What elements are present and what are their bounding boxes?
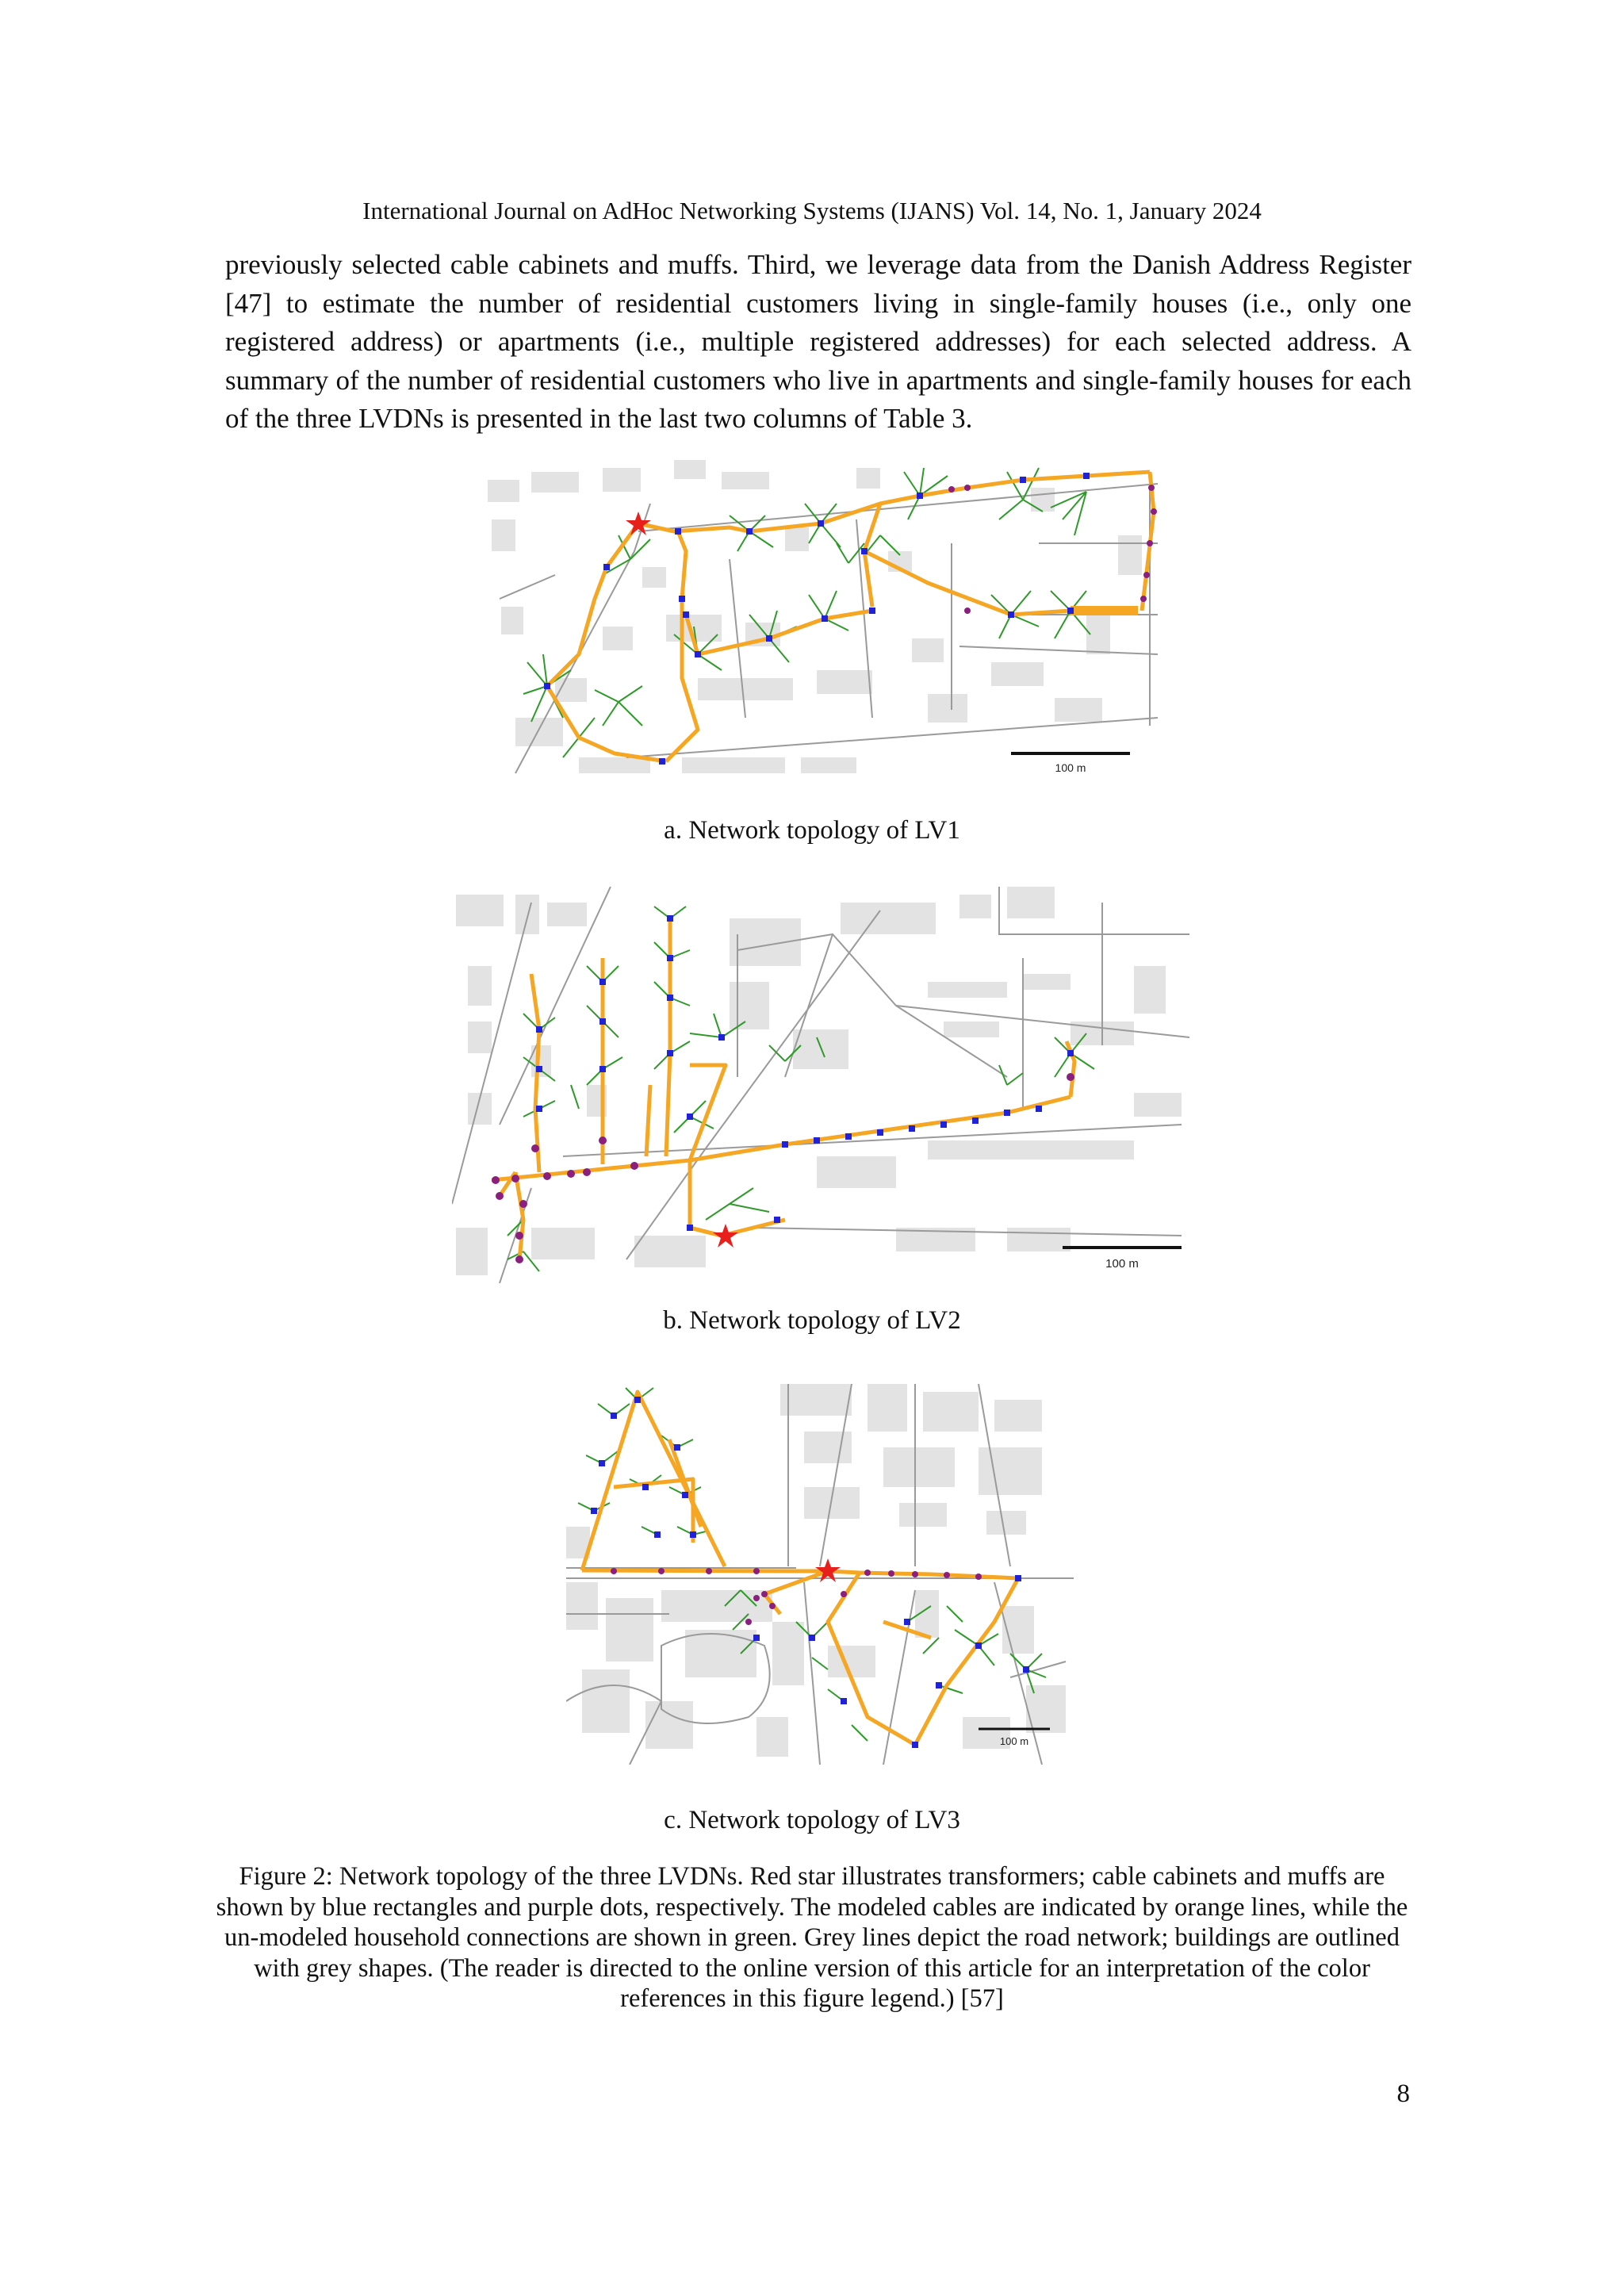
running-header: International Journal on AdHoc Networking Systems (IJANS) Vol. 14, No. 1, January 2024	[362, 197, 1262, 224]
subcaption-b: b. Network topology of LV2	[663, 1306, 961, 1335]
figure-lv1	[484, 456, 1158, 777]
cables	[492, 918, 1074, 1259]
figure-lv3	[566, 1384, 1074, 1765]
lv3-map	[566, 1384, 1074, 1765]
roads	[452, 887, 1189, 1283]
figure-lv2	[452, 887, 1189, 1283]
lv1-map	[484, 456, 1158, 777]
scale-label: 100 m	[1055, 761, 1086, 774]
scale-label: 100 m	[1105, 1257, 1139, 1271]
figure-caption: Figure 2: Network topology of the three LVDNs. Red star illustrates transformers; cable cabinets and muffs are shown by blue rectangles and purple dots, respectively. The modeled cables are indicated by orange lines, while the un-modeled household connections are shown in green. Grey lines depict the road network; buildings are outlined with grey shapes. (The reader is directed to the online version of this article for an interpretation of the color references in this figure legend.) [57]	[216, 1862, 1408, 2013]
lv2-map	[452, 887, 1189, 1283]
roads	[500, 480, 1158, 773]
cable-cabinets	[544, 473, 1090, 765]
body-paragraph: previously selected cable cabinets and muffs. Third, we leverage data from the Danish Address Register [47] to estimate the number of residential customers living in single-family houses (i.e., only one registered address) or apartments (i.e., multiple registered addresses) for each selected address. A summary of the number of residential customers who live in apartments and single-family houses for each of the three LVDNs is presented in the last two columns of Table 3.	[225, 249, 1411, 434]
subcaption-a: a. Network topology of LV1	[664, 816, 960, 845]
page-number: 8	[1396, 2079, 1410, 2108]
cable-cabinets	[536, 915, 1074, 1231]
subcaption-c: c. Network topology of LV3	[664, 1806, 960, 1834]
scale-label: 100 m	[999, 1735, 1029, 1747]
